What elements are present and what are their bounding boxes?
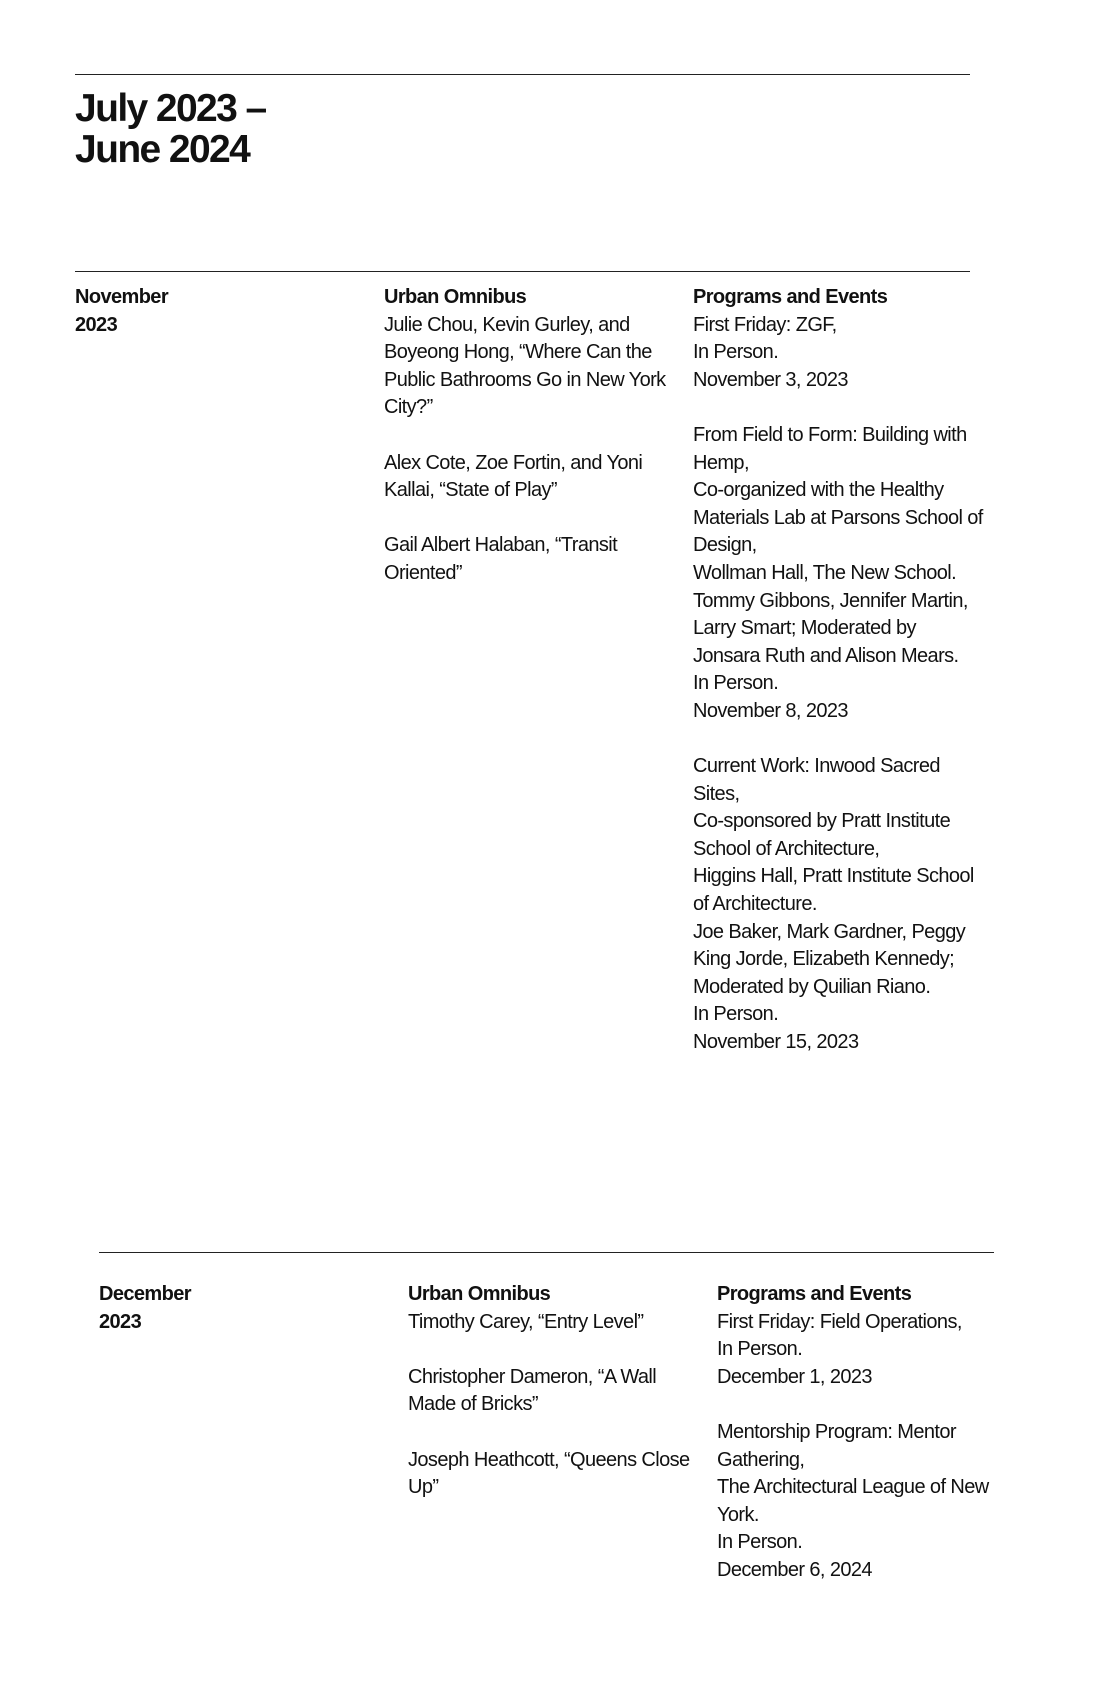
month-name: November	[75, 286, 169, 308]
event-date: November 15, 2023	[693, 1031, 859, 1054]
event-line: First Friday: Field Operations,	[717, 1310, 962, 1333]
page-title	[75, 88, 266, 170]
page-title-line-2: June 2024	[75, 128, 250, 171]
event-entry	[717, 1419, 1007, 1585]
event-line: Tommy Gibbons, Jennifer Martin, Larry Smart; Moderated by Jonsara Ruth and Alison Mears.	[693, 589, 968, 667]
event-line: Wollman Hall, The New School.	[693, 561, 957, 584]
event-entry	[693, 312, 983, 395]
section-rule-november	[75, 271, 970, 272]
urban-omnibus-column	[384, 284, 669, 588]
event-entry	[717, 1309, 1007, 1392]
page-title-line-1: July 2023 –	[75, 87, 266, 130]
urban-omnibus-item: Christopher Dameron, “A Wall Made of Bricks”	[408, 1365, 657, 1416]
event-date: November 8, 2023	[693, 699, 848, 722]
event-line: From Field to Form: Building with Hemp,	[693, 423, 967, 474]
month-label	[75, 284, 325, 339]
month-year: 2023	[99, 1310, 142, 1333]
urban-omnibus-column	[408, 1281, 693, 1502]
month-name: December	[99, 1283, 191, 1305]
programs-events-heading: Programs and Events	[693, 286, 888, 308]
urban-omnibus-item: Julie Chou, Kevin Gurley, and Boyeong Hong, “Where Can the Public Bathrooms Go in New York City?”	[384, 313, 666, 419]
event-date: December 6, 2024	[717, 1558, 872, 1581]
month-year: 2023	[75, 313, 118, 336]
event-line: In Person.	[693, 1003, 779, 1026]
section-rule-december	[99, 1252, 994, 1253]
event-entry	[693, 422, 983, 726]
event-line: Joe Baker, Mark Gardner, Peggy King Jorde, Elizabeth Kennedy; Moderated by Quilian Riano.	[693, 920, 966, 998]
event-line: Mentorship Program: Mentor Gathering,	[717, 1420, 956, 1471]
urban-omnibus-heading: Urban Omnibus	[408, 1283, 551, 1305]
event-entry	[693, 753, 983, 1057]
event-line: In Person.	[693, 341, 779, 364]
programs-events-column	[693, 284, 983, 1057]
programs-events-heading: Programs and Events	[717, 1283, 912, 1305]
event-line: Higgins Hall, Pratt Institute School of Architecture.	[693, 865, 974, 916]
event-date: November 3, 2023	[693, 368, 848, 391]
event-line: Co-sponsored by Pratt Institute School of Architecture,	[693, 810, 951, 860]
event-line: In Person.	[693, 672, 779, 695]
urban-omnibus-heading: Urban Omnibus	[384, 286, 527, 308]
month-label	[99, 1281, 349, 1336]
urban-omnibus-item: Timothy Carey, “Entry Level”	[408, 1310, 644, 1333]
event-line: In Person.	[717, 1338, 803, 1361]
event-line: The Architectural League of New York.	[717, 1476, 989, 1526]
event-line: First Friday: ZGF,	[693, 313, 837, 336]
event-line: In Person.	[717, 1531, 803, 1554]
event-date: December 1, 2023	[717, 1365, 872, 1388]
urban-omnibus-item: Gail Albert Halaban, “Transit Oriented”	[384, 534, 618, 584]
event-line: Current Work: Inwood Sacred Sites,	[693, 755, 940, 805]
urban-omnibus-item: Joseph Heathcott, “Queens Close Up”	[408, 1448, 690, 1499]
urban-omnibus-item: Alex Cote, Zoe Fortin, and Yoni Kallai, “State of Play”	[384, 451, 643, 502]
top-rule	[75, 74, 970, 75]
programs-events-column	[717, 1281, 1007, 1585]
event-line: Co-organized with the Healthy Materials Lab at Parsons School of Design,	[693, 479, 983, 557]
